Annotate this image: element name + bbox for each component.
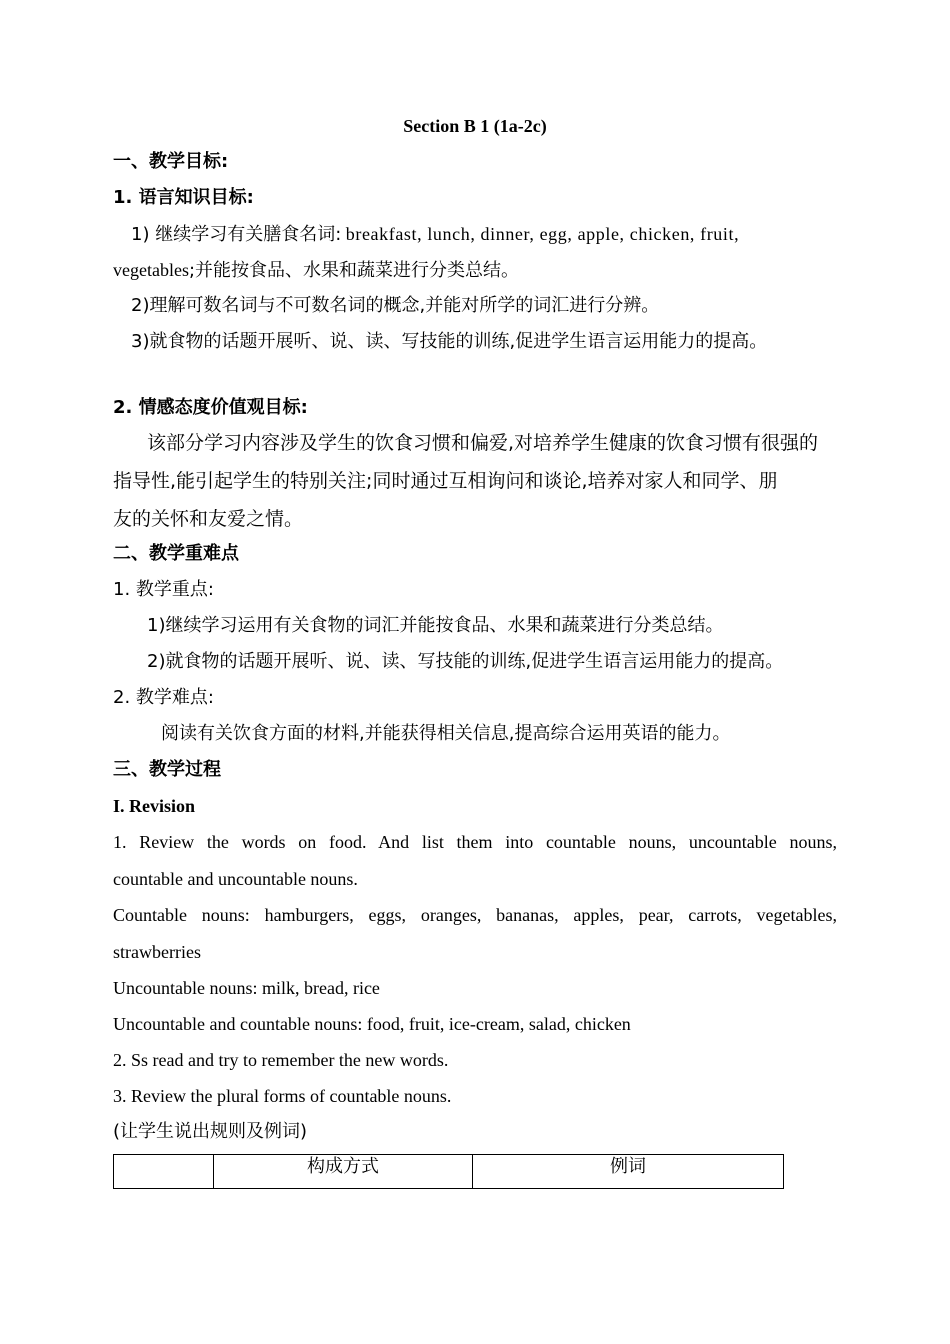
plural-rules-table <box>113 1154 784 1189</box>
both-nouns: Uncountable and countable nouns: food, fruit, ice-cream, salad, chicken <box>113 1014 631 1034</box>
objective-1-words: breakfast, lunch, dinner, egg, apple, chicken, fruit, <box>345 224 740 244</box>
attitude-paragraph-line-2: 指导性,能引起学生的特别关注;同时通过互相询问和谈论,培养对家人和同学、朋 <box>113 470 778 492</box>
uncountable-nouns: Uncountable nouns: milk, bread, rice <box>113 978 380 998</box>
table-header-method: 构成方式 <box>214 1155 473 1189</box>
attitude-paragraph-line-1: 该部分学习内容涉及学生的饮食习惯和偏爱,对培养学生健康的饮食习惯有很强的 <box>147 432 819 454</box>
objective-1-word-vegetables: vegetables <box>113 260 189 280</box>
key-point-2: 2)就食物的话题开展听、说、读、写技能的训练,促进学生语言运用能力的提高。 <box>147 651 784 672</box>
section-3-heading: 三、教学过程 <box>113 759 221 780</box>
attitude-paragraph-line-3: 友的关怀和友爱之情。 <box>113 508 304 530</box>
objective-1-tail: ;并能按食品、水果和蔬菜进行分类总结。 <box>188 260 520 281</box>
revision-step-1-line-2: countable and uncountable nouns. <box>113 869 358 889</box>
revision-heading: I. Revision <box>113 796 196 816</box>
section-1-1-heading: 1. 语言知识目标: <box>113 187 254 208</box>
section-2-heading: 二、教学重难点 <box>113 543 239 564</box>
countable-nouns-line-1: Countable nouns: hamburgers, eggs, oranges, bananas, apples, pear, carrots, vegetables, <box>113 905 837 925</box>
objective-1-label: 1) 继续学习有关膳食名词: <box>131 224 342 245</box>
key-points-label: 1. 教学重点: <box>113 579 214 600</box>
key-point-1: 1)继续学习运用有关食物的词汇并能按食品、水果和蔬菜进行分类总结。 <box>147 615 724 636</box>
objective-2: 2)理解可数名词与不可数名词的概念,并能对所学的词汇进行分辨。 <box>131 295 660 316</box>
section-1-heading: 一、教学目标: <box>113 151 229 172</box>
objective-3: 3)就食物的话题开展听、说、读、写技能的训练,促进学生语言运用能力的提高。 <box>131 331 768 352</box>
objective-1-continued <box>113 258 519 283</box>
difficult-points-label: 2. 教学难点: <box>113 687 214 708</box>
table-header-examples: 例词 <box>473 1155 784 1189</box>
difficult-point-text: 阅读有关饮食方面的材料,并能获得相关信息,提高综合运用英语的能力。 <box>161 723 731 744</box>
objective-1-line <box>131 222 739 247</box>
countable-nouns-line-2: strawberries <box>113 942 201 962</box>
document-title: Section B 1 (1a-2c) <box>403 116 547 136</box>
table-header-row <box>114 1155 784 1189</box>
revision-step-2: 2. Ss read and try to remember the new words. <box>113 1050 449 1070</box>
revision-step-3: 3. Review the plural forms of countable nouns. <box>113 1086 452 1106</box>
table-header-blank <box>114 1155 214 1189</box>
revision-step-1-line-1: 1. Review the words on food. And list them into countable nouns, uncountable nouns, <box>113 832 837 852</box>
revision-note: (让学生说出规则及例词) <box>113 1121 308 1142</box>
section-1-2-heading: 2. 情感态度价值观目标: <box>113 397 308 418</box>
